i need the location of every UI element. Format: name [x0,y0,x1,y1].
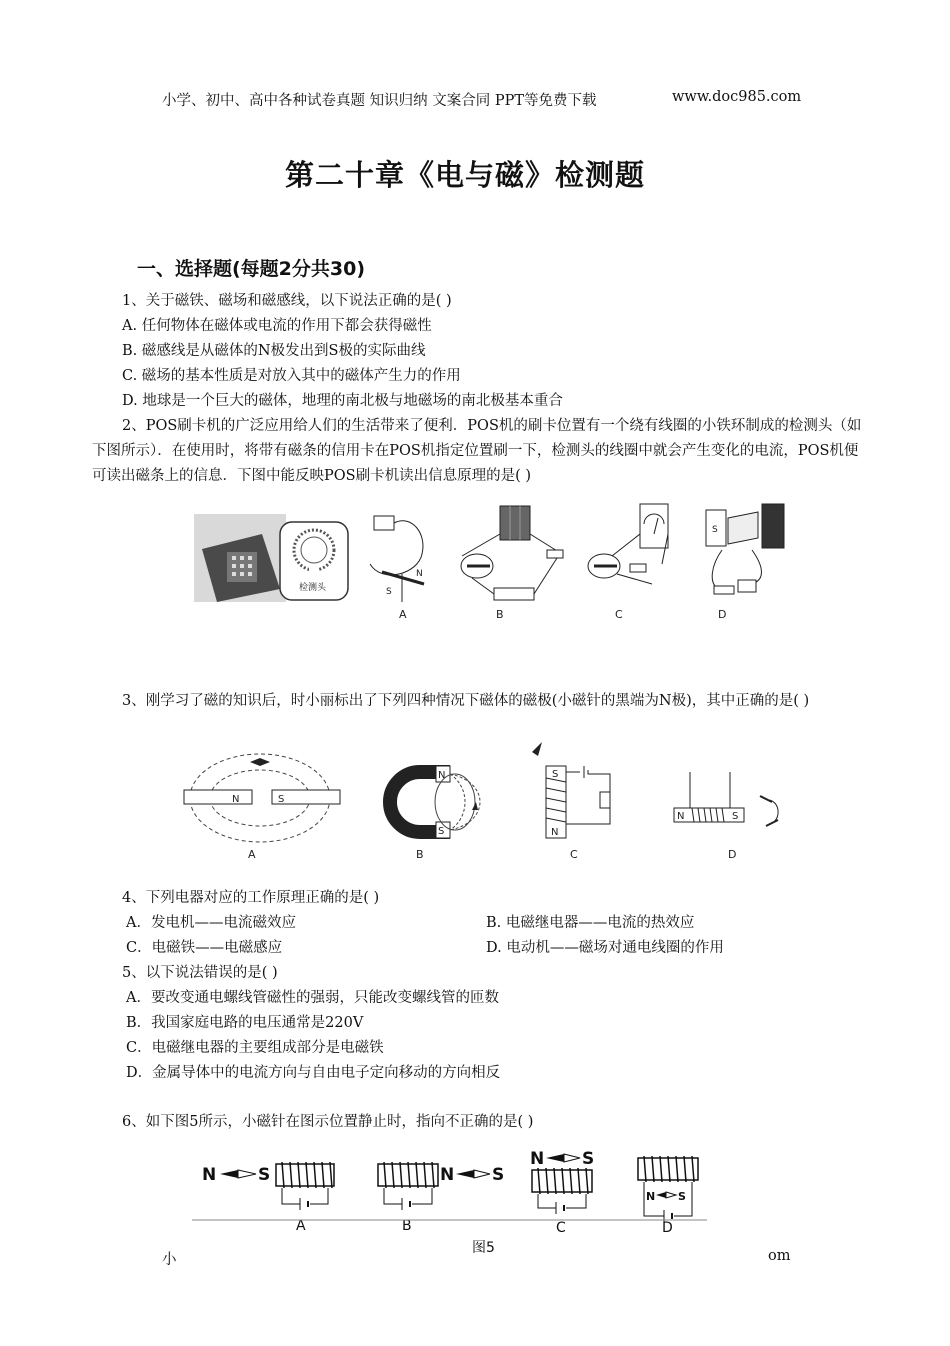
q2-figure [192,494,804,626]
q3-label-a: A [248,848,256,861]
svg-text:N: N [677,811,685,822]
svg-text:S: S [278,794,285,805]
q4-option-c: C．电磁铁——电磁感应 [126,940,283,956]
q3-label-c: C [570,848,578,861]
q6-stem: 6、如下图5所示，小磁针在图示位置静止时，指向不正确的是( ) [122,1114,534,1130]
svg-text:S: S [386,587,392,597]
q2-option-d-drawing [706,504,784,621]
svg-text:N: N [232,794,240,805]
q6-option-a-drawing [202,1162,334,1234]
svg-text:N: N [438,770,446,781]
q4-option-d: D. 电动机——磁场对通电线圈的作用 [486,940,724,956]
q3-text: 3、刚学习了磁的知识后，时小丽标出了下列四种情况下磁体的磁极(小磁针的黑端为N极)，其中正确的是( ) [122,693,810,709]
svg-text:N: N [416,569,423,579]
q1-option-d: D. 地球是一个巨大的磁体，地理的南北极与地磁场的南北极基本重合 [122,393,563,409]
svg-text:N: N [440,1165,455,1185]
q4-stem: 4、下列电器对应的工作原理正确的是( ) [122,890,380,906]
q3-label-d: D [728,848,737,861]
q6-label-a: A [296,1218,306,1234]
q3-option-d-drawing [674,772,778,861]
q6-option-b-drawing [378,1162,504,1234]
q6-label-c: C [556,1220,566,1236]
q3-figure [180,742,792,866]
q1-option-c: C. 磁场的基本性质是对放入其中的磁体产生力的作用 [122,368,461,384]
q4-option-b: B. 电磁继电器——电流的热效应 [486,915,695,931]
q2-option-c-drawing [588,504,668,621]
header-text: 小学、初中、高中各种试卷真题 知识归纳 文案合同 PPT等免费下载 [162,93,597,109]
header-url: www.doc985.com [672,89,802,105]
q2-option-a-drawing [370,516,424,621]
q4-option-a: A．发电机——电流磁效应 [126,915,296,931]
footer-left: 小 [162,1252,177,1268]
svg-text:S: S [438,826,445,837]
svg-text:S: S [492,1165,505,1185]
q1-option-a: A. 任何物体在磁体或电流的作用下都会获得磁性 [122,318,432,334]
q6-figure [192,1140,712,1260]
q6-option-c-drawing [530,1149,594,1236]
svg-text:N: N [551,827,559,838]
svg-text:N: N [646,1190,656,1203]
footer-right: om [768,1248,791,1264]
q3-option-b-drawing [390,766,480,861]
svg-text:S: S [582,1149,595,1169]
q5-option-b: B．我国家庭电路的电压通常是220V [126,1015,364,1031]
detector-head-inset [280,522,348,600]
q6-label-b: B [402,1218,412,1234]
q2-option-b-drawing [461,506,563,621]
svg-text:N: N [530,1149,545,1169]
q2-label-a: A [399,608,407,621]
q5-option-d: D．金属导体中的电流方向与自由电子定向移动的方向相反 [126,1065,501,1081]
q1-option-b: B. 磁感线是从磁体的N极发出到S极的实际曲线 [122,343,426,359]
q2-label-d: D [718,608,727,621]
q6-caption: 图5 [472,1240,495,1256]
q2-label-b: B [496,608,504,621]
q5-option-a: A．要改变通电螺线管磁性的强弱，只能改变螺线管的匝数 [126,990,499,1006]
svg-text:S: S [678,1190,686,1203]
svg-text:N: N [202,1165,217,1185]
section-heading: 一、选择题(每题2分共30) [137,258,366,280]
q5-stem: 5、以下说法错误的是( ) [122,965,278,981]
q2-text: 2、POS刷卡机的广泛应用给人们的生活带来了便利．POS机的刷卡位置有一个绕有线圈的小铁环制成的检测头（如下图所示）．在使用时，将带有磁条的信用卡在POS机指定位置刷一下，检测头的线圈中就会产生变化的电流，POS机便可读出磁条上的信息．下图中能反映POS刷卡机读出信息原理的是( ) [92,418,862,484]
svg-text:S: S [258,1165,271,1185]
q1-stem: 1、关于磁铁、磁场和磁感线，以下说法正确的是( ) [122,293,452,309]
svg-text:S: S [712,525,718,535]
detector-label: 检测头 [299,583,327,593]
q3-option-c-drawing [532,742,610,861]
svg-text:S: S [732,811,739,822]
page-title: 第二十章《电与磁》检测题 [285,158,646,192]
svg-text:S: S [552,769,559,780]
q2-label-c: C [615,608,623,621]
q6-option-d-drawing [638,1156,698,1236]
q6-label-d: D [662,1220,673,1236]
q3-label-b: B [416,848,424,861]
q3-option-a-drawing [184,754,340,861]
q5-option-c: C．电磁继电器的主要组成部分是电磁铁 [126,1040,384,1056]
